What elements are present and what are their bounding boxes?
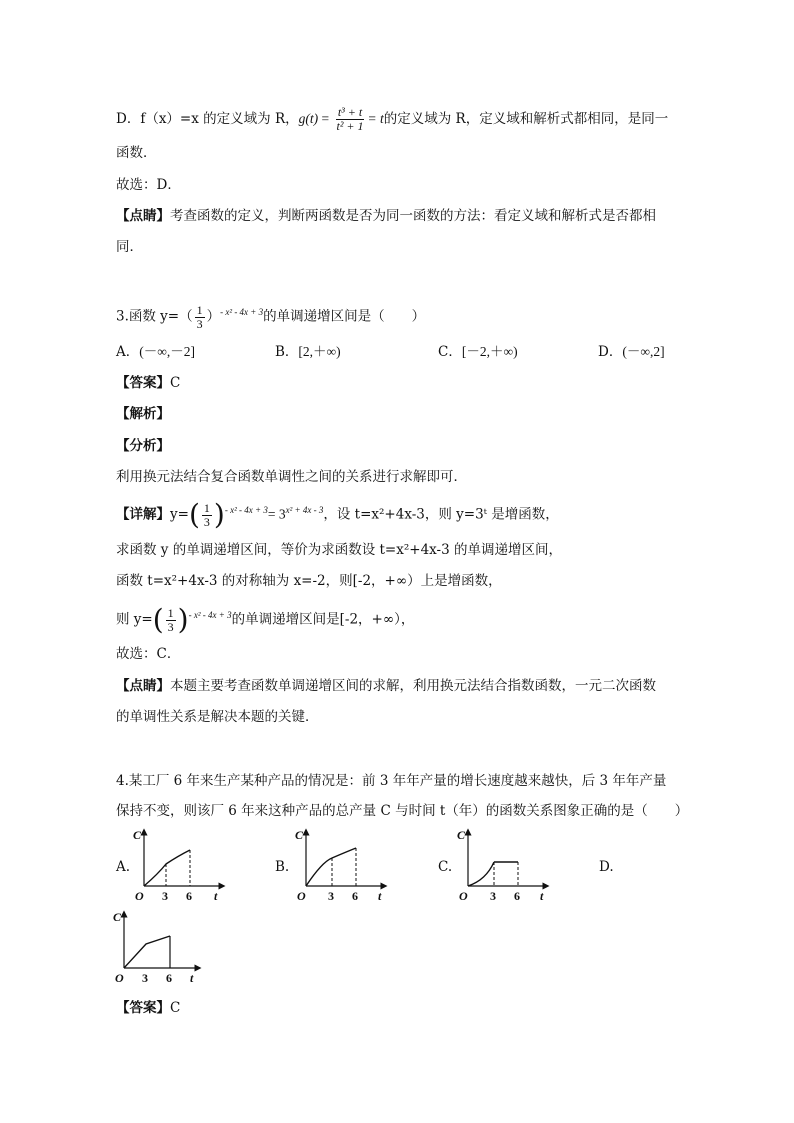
- detail-base-den: 3: [203, 514, 210, 529]
- axis-c-label: C: [295, 828, 304, 842]
- tick-6: 6: [514, 889, 520, 903]
- origin-label: O: [297, 889, 306, 903]
- detail4-num: 1: [167, 605, 174, 620]
- graph-c[interactable]: [454, 826, 554, 910]
- curve-rising: [468, 862, 494, 886]
- detail-exp2: x² + 4x - 3: [285, 505, 324, 515]
- question-3-stem: [116, 302, 425, 331]
- q3-detail-line1: 【详解】y=( $\frac{1}{3}$ )$^{- x^2 - 4x + 3}= 3^{x^2 + 4x - 3}$，设 t=x²+4x-3，则 y=3ᵗ 是增函数，: [116, 498, 559, 531]
- graph-d[interactable]: [110, 908, 210, 992]
- q3-base-fraction: [195, 304, 205, 331]
- q3-choose: 故选：C．: [116, 646, 181, 662]
- curve: [306, 848, 356, 886]
- q4-option-a-label[interactable]: A.: [116, 859, 131, 875]
- detail4-den: 3: [167, 619, 174, 634]
- comment-text: 本题主要考查函数单调递增区间的求解，利用换元法结合指数函数，一元二次函数: [170, 678, 656, 694]
- detail-base-num: 1: [203, 500, 210, 515]
- detail-y: y=: [170, 506, 189, 523]
- q3-detail-line2: 求函数 y 的单调递增区间，等价为求函数设 t=x²+4x-3 的单调递增区间，: [116, 542, 562, 558]
- q3-exponent: - x² - 4x + 3: [220, 307, 264, 317]
- q3-comment: [116, 676, 656, 696]
- detail-eq: = 3: [267, 506, 286, 522]
- q3-fenxi-tag: 【分析】: [116, 438, 170, 454]
- g-expression: g(t): [298, 111, 319, 126]
- q4-option-d-label[interactable]: D.: [599, 859, 614, 875]
- tick-6: 6: [186, 889, 192, 903]
- q3-answer: [116, 373, 180, 393]
- comment-tag: 【点睛】: [116, 208, 170, 224]
- origin-label: O: [459, 889, 468, 903]
- tick-6: 6: [166, 971, 172, 985]
- detail4-base-fraction: [166, 607, 176, 634]
- answer-q2: 故选：D．: [116, 177, 181, 193]
- option-text: (－∞,－2]: [139, 344, 195, 359]
- option-text: [－2,＋∞): [461, 344, 518, 359]
- option-d-prefix: D．f（x）=x 的定义域为 R，: [116, 111, 299, 127]
- origin-label: O: [135, 889, 144, 903]
- comment-q2-continuation: 同．: [116, 239, 143, 255]
- tick-3: 3: [490, 889, 496, 903]
- answer-tag: 【答案】: [116, 375, 170, 391]
- option-label: B．: [275, 344, 299, 360]
- answer-tag: 【答案】: [116, 1000, 170, 1016]
- axis-t-label: t: [190, 971, 194, 985]
- option-d-explanation: D．f（x）=x 的定义域为 R，g(t) = $\frac{\text{t³ + t}}{\text{t² + 1}}$ = t的定义域为 R，定义域和解析式都相同，是同一: [116, 105, 669, 133]
- q3-base-den: 3: [196, 316, 203, 331]
- curve: [144, 850, 190, 886]
- comment-text: 考查函数的定义，判断两函数是否为同一函数的方法：看定义域和解析式是否都相: [170, 208, 656, 224]
- q3-stem-close: ）: [206, 308, 221, 325]
- option-text: [2,＋∞): [298, 344, 341, 359]
- answer-value: C: [170, 375, 181, 391]
- q3-comment-continuation: 的单调性关系是解决本题的关键．: [116, 709, 319, 725]
- option-label: D．: [598, 344, 623, 360]
- detail-exp1: - x² - 4x + 3: [224, 505, 268, 515]
- option-text: (－∞,2]: [622, 344, 665, 359]
- question-4-stem: 4.某工厂 6 年来生产某种产品的情况是：前 3 年年产量的增长速度越来越快，后 3 年年产量: [116, 773, 667, 789]
- curve: [124, 936, 170, 968]
- tick-3: 3: [328, 889, 334, 903]
- q3-base-num: 1: [196, 302, 203, 317]
- q3-detail-line3: 函数 t=x²+4x-3 的对称轴为 x=-2，则[-2，+∞）上是增函数，: [116, 573, 502, 589]
- option-d-suffix: 的定义域为 R，定义域和解析式都相同，是同一: [383, 111, 669, 127]
- graph-a[interactable]: [130, 826, 230, 910]
- q3-detail-line4: 则 y=( $\frac{1}{3}$ )$^{- x^2 - 4x + 3}$的单调递增区间是[-2，+∞），: [116, 603, 415, 636]
- detail4-rest: 的单调递增区间是[-2，+∞），: [231, 611, 415, 628]
- q3-stem-start: 3.函数 y=（: [116, 308, 193, 325]
- q3-option-a[interactable]: [116, 342, 195, 362]
- detail-rest: ，设 t=x²+4x-3，则 y=3ᵗ 是增函数，: [323, 506, 559, 523]
- axis-c-label: C: [133, 828, 142, 842]
- option-label: C．: [438, 344, 462, 360]
- tick-3: 3: [142, 971, 148, 985]
- answer-value: C: [170, 1000, 181, 1016]
- detail4-exp: - x² - 4x + 3: [188, 610, 232, 620]
- detail4-y: 则 y=: [116, 611, 153, 628]
- q3-option-b[interactable]: [275, 342, 341, 362]
- comment-tag: 【点睛】: [116, 678, 170, 694]
- q3-stem-end: 的单调递增区间是（ ）: [263, 308, 426, 325]
- g-fraction: [334, 106, 365, 133]
- g-denominator: t² + 1: [336, 119, 364, 133]
- q3-option-c[interactable]: [438, 342, 518, 362]
- axis-t-label: t: [540, 889, 544, 903]
- option-d-continuation: 函数．: [116, 145, 157, 161]
- detail-base-fraction: [202, 502, 212, 529]
- option-label: A．: [116, 344, 140, 360]
- tick-6: 6: [352, 889, 358, 903]
- q3-option-d[interactable]: [598, 342, 665, 362]
- q4-answer: [116, 998, 180, 1018]
- q4-option-b-label[interactable]: B.: [275, 859, 290, 875]
- question-4-stem-cont: 保持不变，则该厂 6 年来这种产品的总产量 C 与时间 t（年）的函数关系图象正确的是（ ）: [116, 803, 689, 819]
- detail-tag: 【详解】: [116, 506, 170, 523]
- axis-c-label: C: [113, 910, 122, 924]
- g-rhs: = t: [367, 111, 384, 126]
- comment-q2: [116, 206, 656, 226]
- q3-analysis-tag: 【解析】: [116, 406, 170, 422]
- graph-b[interactable]: [292, 826, 392, 910]
- q4-option-c-label[interactable]: C.: [438, 859, 453, 875]
- axis-t-label: t: [378, 889, 382, 903]
- g-numerator: t³ + t: [337, 105, 363, 119]
- q3-fenxi-text: 利用换元法结合复合函数单调性之间的关系进行求解即可．: [116, 469, 467, 485]
- tick-3: 3: [162, 889, 168, 903]
- origin-label: O: [115, 971, 124, 985]
- axis-c-label: C: [457, 828, 466, 842]
- axis-t-label: t: [214, 889, 218, 903]
